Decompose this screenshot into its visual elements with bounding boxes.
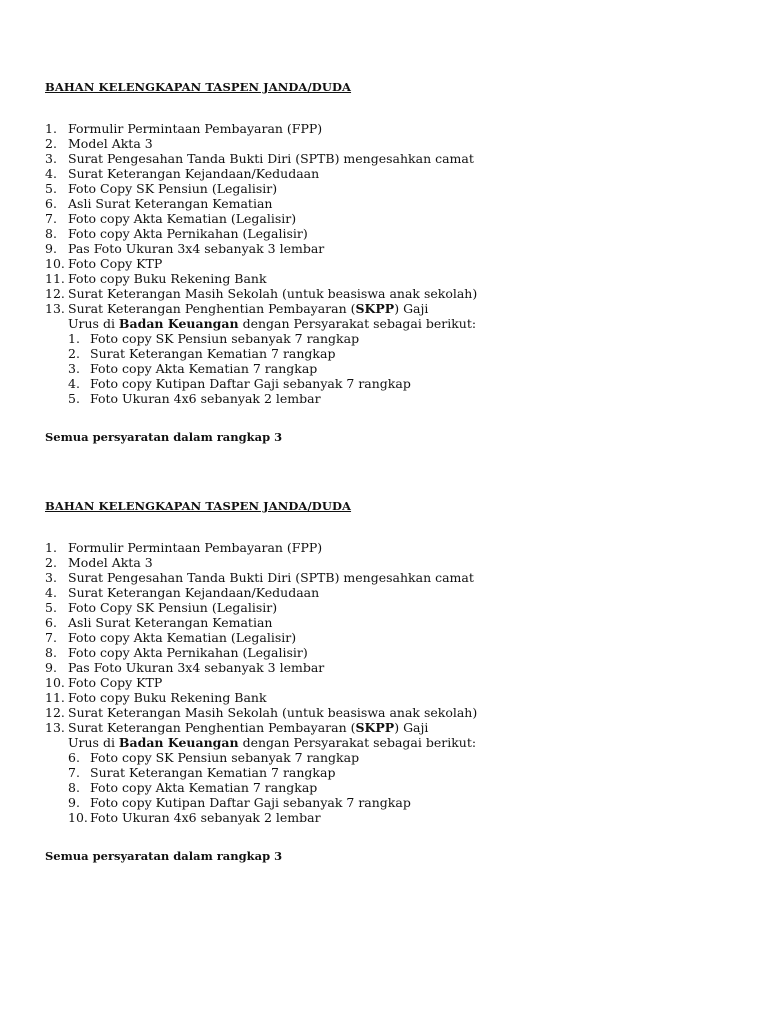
item-text: Foto copy Akta Kematian (Legalisir) xyxy=(68,630,297,645)
item-text-before: Surat Keterangan Penghentian Pembayaran ( xyxy=(68,720,356,735)
list-item xyxy=(45,540,745,555)
item-text: Foto Copy SK Pensiun (Legalisir) xyxy=(68,181,278,196)
sub-list-item xyxy=(45,780,745,795)
list-item xyxy=(45,301,745,316)
item-text: Formulir Permintaan Pembayaran (FPP) xyxy=(68,540,323,555)
item-number: 13. xyxy=(45,720,65,735)
item-text: Surat Pengesahan Tanda Bukti Diri (SPTB) mengesahkan camat xyxy=(68,570,474,585)
item-text: Formulir Permintaan Pembayaran (FPP) xyxy=(68,121,323,136)
item-number: 6. xyxy=(45,615,57,630)
sub-item-number: 4. xyxy=(68,376,80,391)
intro-bold: Badan Keuangan xyxy=(118,316,239,331)
item-text: Surat Keterangan Kejandaan/Kedudaan xyxy=(68,585,320,600)
item-number: 12. xyxy=(45,705,65,720)
intro-before: Urus di xyxy=(68,316,119,331)
item-text: Foto copy Buku Rekening Bank xyxy=(68,690,267,705)
item-number: 5. xyxy=(45,181,57,196)
sub-item-text: Foto copy SK Pensiun sebanyak 7 rangkap xyxy=(90,750,360,765)
list-item xyxy=(45,705,745,720)
list-item xyxy=(45,555,745,570)
sub-list-intro xyxy=(45,316,745,331)
sub-list-item xyxy=(45,795,745,810)
section-footer-note: Semua persyaratan dalam rangkap 3 xyxy=(45,849,283,863)
list-item xyxy=(45,570,745,585)
sub-item-text: Foto copy Akta Kematian 7 rangkap xyxy=(90,361,318,376)
list-item xyxy=(45,121,745,136)
sub-item-number: 3. xyxy=(68,361,80,376)
item-text xyxy=(68,301,428,316)
item-number: 9. xyxy=(45,660,57,675)
sub-list-item xyxy=(45,361,745,376)
sub-list-item xyxy=(45,810,745,825)
sub-item-text: Foto Ukuran 4x6 sebanyak 2 lembar xyxy=(90,391,321,406)
item-number: 4. xyxy=(45,166,57,181)
item-text: Foto Copy KTP xyxy=(68,675,163,690)
item-text: Foto copy Akta Pernikahan (Legalisir) xyxy=(68,226,308,241)
item-text: Surat Keterangan Kejandaan/Kedudaan xyxy=(68,166,320,181)
item-text: Asli Surat Keterangan Kematian xyxy=(68,615,273,630)
item-number: 11. xyxy=(45,690,65,705)
item-number: 7. xyxy=(45,211,57,226)
item-text-after: ) Gaji xyxy=(394,720,429,735)
sub-item-text: Foto copy Kutipan Daftar Gaji sebanyak 7 rangkap xyxy=(90,376,411,391)
item-text: Foto Copy SK Pensiun (Legalisir) xyxy=(68,600,278,615)
item-number: 11. xyxy=(45,271,65,286)
sub-list-item xyxy=(45,346,745,361)
intro-bold: Badan Keuangan xyxy=(118,735,239,750)
list-item xyxy=(45,166,745,181)
item-text: Pas Foto Ukuran 3x4 sebanyak 3 lembar xyxy=(68,660,325,675)
item-text: Surat Keterangan Masih Sekolah (untuk beasiswa anak sekolah) xyxy=(68,705,478,720)
list-item xyxy=(45,241,745,256)
section-footer-note: Semua persyaratan dalam rangkap 3 xyxy=(45,430,283,444)
item-number: 1. xyxy=(45,540,57,555)
item-text: Model Akta 3 xyxy=(68,555,153,570)
list-item xyxy=(45,256,745,271)
item-number: 13. xyxy=(45,301,65,316)
list-item xyxy=(45,675,745,690)
item-number: 10. xyxy=(45,675,65,690)
item-text: Foto Copy KTP xyxy=(68,256,163,271)
item-text: Foto copy Buku Rekening Bank xyxy=(68,271,267,286)
list-item xyxy=(45,690,745,705)
sub-item-number: 10. xyxy=(68,810,88,825)
intro-before: Urus di xyxy=(68,735,119,750)
item-number: 7. xyxy=(45,630,57,645)
item-number: 2. xyxy=(45,136,57,151)
sub-item-text: Foto copy Kutipan Daftar Gaji sebanyak 7 rangkap xyxy=(90,795,411,810)
item-number: 9. xyxy=(45,241,57,256)
list-item xyxy=(45,585,745,600)
sub-item-text: Foto Ukuran 4x6 sebanyak 2 lembar xyxy=(90,810,321,825)
sub-list-item xyxy=(45,765,745,780)
sub-item-text: Foto copy Akta Kematian 7 rangkap xyxy=(90,780,318,795)
list-item xyxy=(45,286,745,301)
requirements-list xyxy=(45,121,745,406)
sub-item-number: 7. xyxy=(68,765,80,780)
item-number: 1. xyxy=(45,121,57,136)
item-number: 8. xyxy=(45,645,57,660)
sub-list-item xyxy=(45,376,745,391)
sub-list-intro xyxy=(45,735,745,750)
item-text-bold: SKPP xyxy=(355,301,395,316)
list-item xyxy=(45,615,745,630)
item-number: 4. xyxy=(45,585,57,600)
sub-item-number: 9. xyxy=(68,795,80,810)
sub-item-text: Surat Keterangan Kematian 7 rangkap xyxy=(90,765,336,780)
list-item xyxy=(45,151,745,166)
item-text: Asli Surat Keterangan Kematian xyxy=(68,196,273,211)
list-item xyxy=(45,136,745,151)
item-text: Foto copy Akta Pernikahan (Legalisir) xyxy=(68,645,308,660)
list-item xyxy=(45,211,745,226)
item-text xyxy=(68,720,428,735)
sub-list-item xyxy=(45,391,745,406)
sub-item-text: Surat Keterangan Kematian 7 rangkap xyxy=(90,346,336,361)
sub-item-text: Foto copy SK Pensiun sebanyak 7 rangkap xyxy=(90,331,360,346)
sub-item-number: 6. xyxy=(68,750,80,765)
sub-list-item xyxy=(45,750,745,765)
sub-item-number: 8. xyxy=(68,780,80,795)
item-number: 5. xyxy=(45,600,57,615)
sub-item-number: 5. xyxy=(68,391,80,406)
item-number: 8. xyxy=(45,226,57,241)
item-text: Model Akta 3 xyxy=(68,136,153,151)
item-number: 2. xyxy=(45,555,57,570)
section-title: BAHAN KELENGKAPAN TASPEN JANDA/DUDA xyxy=(45,80,352,94)
item-text-before: Surat Keterangan Penghentian Pembayaran ( xyxy=(68,301,356,316)
intro-after: dengan Persyarakat sebagai berikut: xyxy=(238,316,477,331)
item-text: Surat Keterangan Masih Sekolah (untuk beasiswa anak sekolah) xyxy=(68,286,478,301)
requirements-section-2 xyxy=(45,499,745,864)
requirements-list xyxy=(45,540,745,825)
sub-item-number: 2. xyxy=(68,346,80,361)
intro-after: dengan Persyarakat sebagai berikut: xyxy=(238,735,477,750)
requirements-section-1 xyxy=(45,80,745,445)
item-number: 12. xyxy=(45,286,65,301)
item-number: 3. xyxy=(45,570,57,585)
list-item xyxy=(45,181,745,196)
item-number: 3. xyxy=(45,151,57,166)
list-item xyxy=(45,226,745,241)
item-text: Surat Pengesahan Tanda Bukti Diri (SPTB) mengesahkan camat xyxy=(68,151,474,166)
item-text-after: ) Gaji xyxy=(394,301,429,316)
list-item xyxy=(45,660,745,675)
list-item xyxy=(45,600,745,615)
list-item xyxy=(45,645,745,660)
list-item xyxy=(45,271,745,286)
sub-item-number: 1. xyxy=(68,331,80,346)
list-item xyxy=(45,196,745,211)
item-text: Foto copy Akta Kematian (Legalisir) xyxy=(68,211,297,226)
item-number: 10. xyxy=(45,256,65,271)
section-title: BAHAN KELENGKAPAN TASPEN JANDA/DUDA xyxy=(45,499,352,513)
list-item xyxy=(45,630,745,645)
list-item xyxy=(45,720,745,735)
item-text-bold: SKPP xyxy=(355,720,395,735)
item-text: Pas Foto Ukuran 3x4 sebanyak 3 lembar xyxy=(68,241,325,256)
item-number: 6. xyxy=(45,196,57,211)
sub-list-item xyxy=(45,331,745,346)
